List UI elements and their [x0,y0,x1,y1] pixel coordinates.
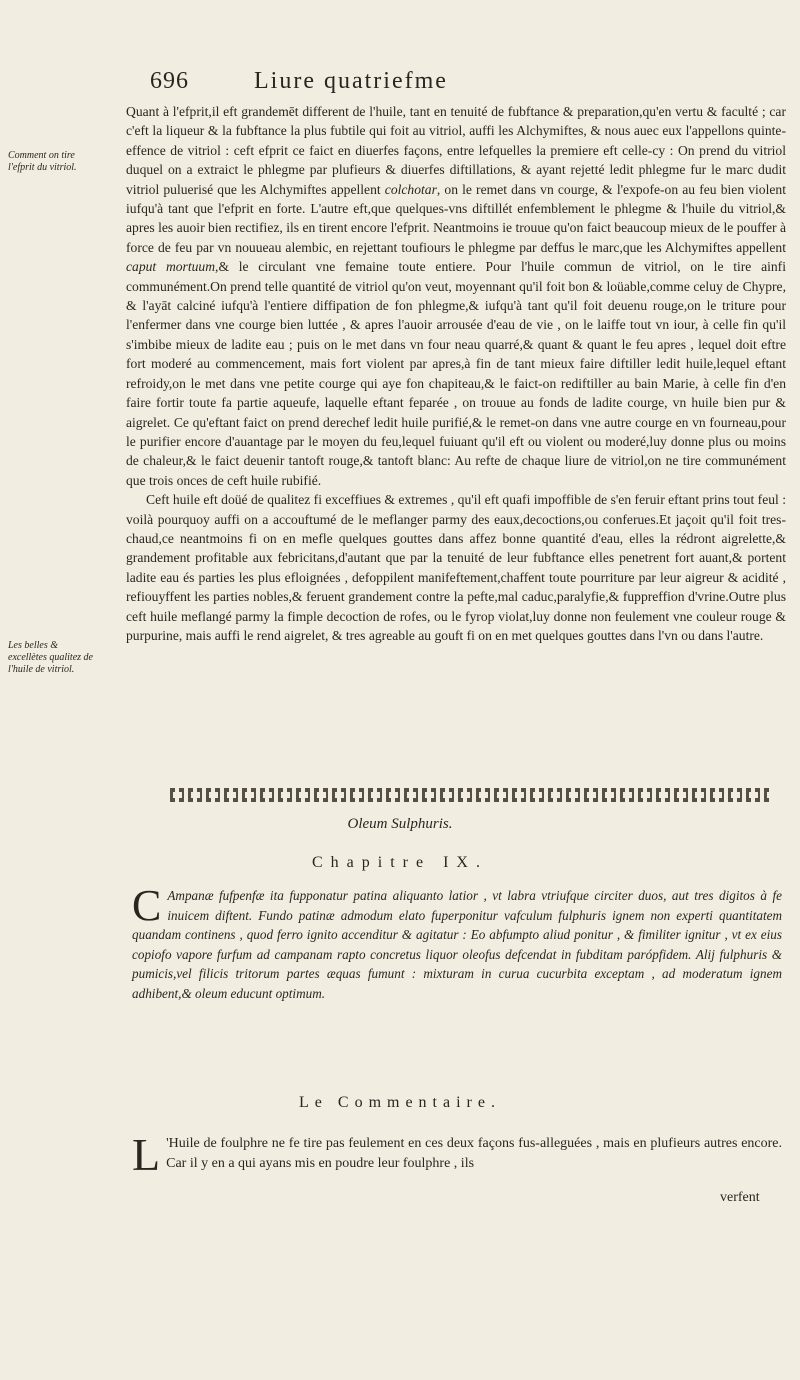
paragraph-spirit: Quant à l'efprit,il eft grandemēt different de l'huile, tant en tenuité de fubftance & preparation,qu'en vertu & faculté ; car c'eft la liqueur & la fubftance la plus fubtile qui foit au vitriol, auffi les Alchymiftes, & nous auec eux l'appellons quinte-effence de vitriol : ceft efprit ce faict en diuerfes façons, entre lefquelles la premiere eft celle-cy : On prend du vitriol duquel on a extraict le phlegme par plufieurs & diuerfes diftillations, & ayant rejetté ledit phlegme fur le marc dudit vitriol puluerisé que les Alchymiftes appellent colchotar, on le remet dans vn courge, & l'expofe-on au feu bien violent iufqu'à tant que l'efprit en forte. L'autre eft,que quelques-vns diftillét enfemblement le phlegme & l'huile du vitriol,& apres les auoir bien rectifiez, ils en tirent encore l'efprit. Neantmoins ie trouue qu'on faict beaucoup mieux de le pouffer à force de feu par vn nouueau alembic, en rejettant toufiours le phlegme par deffus le marc,que les Alchymiftes appellent caput mortuum,& le circulant vne femaine toute entiere. Pour l'huile commun de vitriol, on le tire ainfi communément.On prend telle quantité de vitriol qu'on veut, moyennant qu'il foit bon & loüable,comme celuy de Chypre, & l'ayāt calciné iufqu'à l'entiere diffipation de fon phlegme,& iufqu'à tant qu'il foit deuenu rouge,on le triture pour l'enfermer dans vne courge bien luttée , & apres l'auoir arrousée d'eau de vie , on le laiffe tout vn iour, à celle fin qu'il s'imbibe mieux de ladite eau ; puis on le met dans vn four neau quarré,& quant & quant le feu apres , lequel doit eftre fort moderé au commencement, mais fort violent par apres,à fin de tant mieux faire diftiller ledit huile,lequel eftant refroidy,on le met dans vne petite courge qui aye fon chapiteau,& le faict-on rediftiller au bain Marie, à celle fin d'en faire fortir toute fa partie aqueufe, laquelle eftant feparée , on trouue au fonds de ladite courge, vn huile bien pur & aigrelet. Ce qu'eftant faict on prend derechef ledit huile purifié,& le remet-on dans vne autre courge en vn fourneau,pour le purifier encore d'auantage par le moyen du feu,lequel fuiuant qu'il eft ou violent ou moderé,luy donne plus ou moins de chaleur,& le faict deuenir tantoft rouge,& tantoft blanc: Au refte de chaque liure de vitriol,on ne tire communément que trois onces de ceft huile rubifié. [126,104,786,488]
margin-note-qualities: Les belles & excellètes qualitez de l'huile de vitriol. [8,640,93,675]
commentary-heading: Le Commentaire. [299,1094,501,1111]
drop-cap-l: L [132,1129,161,1180]
catchword: verfent [720,1190,760,1205]
page-number: 696 [150,68,189,94]
margin-note-spirit: Comment on tire l'efprit du vitriol. [8,150,77,173]
running-title: Liure quatriefme [254,68,448,94]
decorative-band [170,788,770,802]
chapter-heading: Chapitre IX. [312,854,488,871]
page-header [150,68,710,102]
drop-cap-c: C [132,881,162,930]
commentary-text: L 'Huile de foulphre ne fe tire pas feulement en ces deux façons fus-alleguées , mais en plufieurs autres encore. Car il y en a qui ayans mis en poudre leur foulphre , ils [132,1129,782,1180]
section-subtitle: Oleum Sulphuris. [347,816,453,832]
latin-recipe: C Ampanæ fufpenfæ ita fupponatur patina aliquanto latior , vt labra vtriufque circiter duos, aut tres digitos à fe inuicem diftent. Fundo patinæ admodum elato fuperponitur vafculum fulphuris ignem non experti quantitatem quandam continens , quod ferro ignito accenditur & agitatur : Eo abfumpto aliud ponitur , & fimiliter ignitur , vt ex eius copiofo vapore furfum ad campanam rapto concretus liquor oleofus defcendat in fubditam parópfidem. Alij fulphuris & pumicis,vel filicis tritorum partes æquas fumunt : mixturam in curua cucurbita exceptam , ad moderatum ignem adhibent,& oleum educunt optimum. [132,881,782,1001]
paragraph-qualities: Ceft huile eft doüé de qualitez fi exceffiues & extremes , qu'il eft quafi impoffible de s'en feruir eftant prins tout feul : voilà pourquoy auffi on a accouftumé de le meflanger parmy des eaux,decoctions,ou conferues.Et jaçoit qu'il foit tres-chaud,ce neantmoins fi on en mefle quelques gouttes dans affez bonne quantité d'eau, elles la rédront aigrelette,& grandement profitable aux febricitans,d'autant que par la tenuité de leur fubftance elles penetrent fort auant,& portent ladite eau és parties les plus efloignées , defoppilent manifeftement,chaffent toute pourriture par leur aigreur & acidité , refiouyffent les parties nobles,& feruent grandement contre la pefte,mal caduc,paralyfie,& fuppreffion d'vrine.Outre plus ceft huile meflangé parmy la fimple decoction de rofes, ou le fyrop violat,luy donne non feulement vne couleur rouge & purpurine, mais auffi le rend aigrelet, & tres agreable au gouft fi on en met quelques gouttes dans l'vn ou dans l'autre. [126,492,786,643]
main-text [126,102,786,645]
